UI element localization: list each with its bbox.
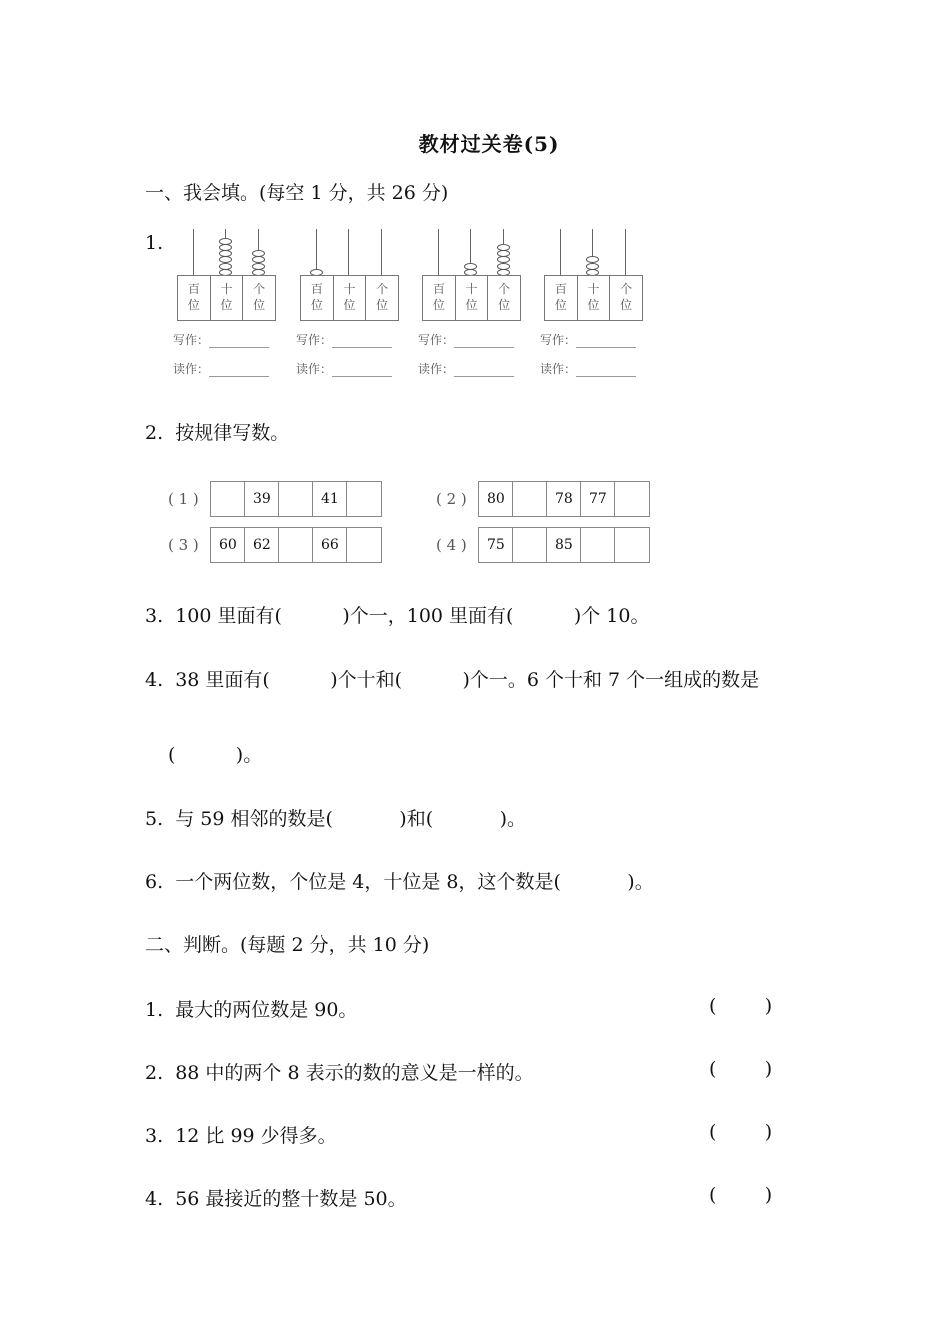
sequence-number-box xyxy=(547,528,581,562)
abacus-bead xyxy=(252,256,265,263)
q3-text: 3. 100 里面有( )个一，100 里面有( )个 10。 xyxy=(145,605,650,627)
sequence-row xyxy=(436,527,650,563)
place-value-char: 个 xyxy=(498,282,511,296)
answer-underline[interactable] xyxy=(332,364,392,377)
place-value-char: 位 xyxy=(620,298,633,312)
abacus xyxy=(540,229,644,379)
judge-item-text: 2. 88 中的两个 8 表示的数的意义是一样的。 xyxy=(145,1062,534,1084)
write-label: 写作： xyxy=(540,333,577,347)
sequence-value: 62 xyxy=(253,537,271,553)
place-value-label xyxy=(423,276,456,320)
abacus-bead xyxy=(252,263,265,270)
sequence-boxes xyxy=(210,481,382,517)
read-label-row xyxy=(173,360,275,377)
place-value-label xyxy=(301,276,334,320)
sequence-value: 78 xyxy=(555,491,573,507)
place-value-char: 位 xyxy=(587,298,600,312)
answer-underline[interactable] xyxy=(576,335,636,348)
write-label: 写作： xyxy=(418,333,455,347)
place-value-label xyxy=(456,276,489,320)
place-value-char: 十 xyxy=(465,282,478,296)
sequence-row xyxy=(168,527,382,563)
read-label-row xyxy=(418,360,520,377)
place-value-char: 位 xyxy=(220,298,233,312)
sequence-number-box xyxy=(245,528,279,562)
place-value-char: 位 xyxy=(554,298,567,312)
q1-number: 1. xyxy=(145,232,164,254)
place-value-char: 位 xyxy=(253,298,266,312)
sequence-boxes xyxy=(210,527,382,563)
place-value-label xyxy=(545,276,578,320)
write-label-row xyxy=(540,331,642,348)
place-value-char: 位 xyxy=(465,298,478,312)
section1-heading: 一、我会填。(每空 1 分，共 26 分) xyxy=(145,182,449,204)
place-value-char: 位 xyxy=(310,298,323,312)
sequence-row xyxy=(436,481,650,517)
abacus-rod xyxy=(438,229,439,275)
place-value-label xyxy=(178,276,211,320)
answer-underline[interactable] xyxy=(209,335,269,348)
abacus-bead xyxy=(497,256,510,263)
place-value-label xyxy=(243,276,275,320)
place-value-char: 位 xyxy=(432,298,445,312)
sequence-label: ( 4 ) xyxy=(436,536,467,554)
place-value-label xyxy=(488,276,520,320)
place-value-label xyxy=(366,276,398,320)
abacus-bead xyxy=(219,263,232,270)
read-label: 读作： xyxy=(296,362,333,376)
abacus-bead xyxy=(219,244,232,251)
sequence-value: 75 xyxy=(487,537,505,553)
q4-text-line2: ( )。 xyxy=(168,744,263,766)
write-label-row xyxy=(296,331,398,348)
q2-text: 2. 按规律写数。 xyxy=(145,422,290,444)
judge-item-text: 4. 56 最接近的整十数是 50。 xyxy=(145,1188,407,1210)
sequence-boxes xyxy=(478,481,650,517)
sequence-number-box xyxy=(313,528,347,562)
abacus-bead xyxy=(497,244,510,251)
sequence-value: 80 xyxy=(487,491,505,507)
place-value-label xyxy=(211,276,244,320)
q5-text: 5. 与 59 相邻的数是( )和( )。 xyxy=(145,808,526,830)
section2-heading: 二、判断。(每题 2 分，共 10 分) xyxy=(145,934,430,956)
place-value-char: 百 xyxy=(187,282,200,296)
abacus xyxy=(296,229,400,379)
read-label: 读作： xyxy=(418,362,455,376)
place-value-char: 位 xyxy=(376,298,389,312)
judge-answer-blank[interactable]: ( ) xyxy=(709,1184,773,1206)
place-value-frame xyxy=(422,275,521,321)
answer-underline[interactable] xyxy=(209,364,269,377)
place-value-char: 百 xyxy=(432,282,445,296)
sequence-blank-box[interactable] xyxy=(347,482,381,516)
place-value-label xyxy=(610,276,642,320)
sequence-blank-box[interactable] xyxy=(211,482,245,516)
answer-underline[interactable] xyxy=(454,335,514,348)
answer-underline[interactable] xyxy=(454,364,514,377)
sequence-number-box xyxy=(547,482,581,516)
sequence-value: 41 xyxy=(321,491,339,507)
sequence-value: 60 xyxy=(219,537,237,553)
abacus-rod xyxy=(348,229,349,275)
sequence-number-box xyxy=(313,482,347,516)
abacus xyxy=(173,229,277,379)
place-value-char: 个 xyxy=(376,282,389,296)
abacus-rod xyxy=(193,229,194,275)
abacus-rod xyxy=(625,229,626,275)
place-value-char: 十 xyxy=(220,282,233,296)
judge-answer-blank[interactable]: ( ) xyxy=(709,1121,773,1143)
place-value-frame xyxy=(544,275,643,321)
abacus-bead xyxy=(586,256,599,263)
sequence-blank-box[interactable] xyxy=(279,482,313,516)
sequence-number-box xyxy=(245,482,279,516)
sequence-label: ( 3 ) xyxy=(168,536,199,554)
abacus-rod xyxy=(560,229,561,275)
place-value-frame xyxy=(177,275,276,321)
sequence-boxes xyxy=(478,527,650,563)
answer-underline[interactable] xyxy=(332,335,392,348)
judge-answer-blank[interactable]: ( ) xyxy=(709,1058,773,1080)
sequence-blank-box[interactable] xyxy=(347,528,381,562)
place-value-label xyxy=(334,276,367,320)
sequence-blank-box[interactable] xyxy=(581,528,615,562)
read-label-row xyxy=(296,360,398,377)
write-label: 写作： xyxy=(296,333,333,347)
abacus-bead xyxy=(464,263,477,270)
abacus xyxy=(418,229,522,379)
sequence-value: 85 xyxy=(555,537,573,553)
sequence-blank-box[interactable] xyxy=(513,482,547,516)
read-label: 读作： xyxy=(173,362,210,376)
sequence-label: ( 1 ) xyxy=(168,490,199,508)
read-label-row xyxy=(540,360,642,377)
judge-answer-blank[interactable]: ( ) xyxy=(709,995,773,1017)
place-value-char: 位 xyxy=(498,298,511,312)
sequence-row xyxy=(168,481,382,517)
write-label-row xyxy=(418,331,520,348)
abacus-bead xyxy=(586,263,599,270)
sequence-number-box xyxy=(479,528,513,562)
place-value-char: 十 xyxy=(343,282,356,296)
sequence-value: 66 xyxy=(321,537,339,553)
sequence-label: ( 2 ) xyxy=(436,490,467,508)
q4-text-line1: 4. 38 里面有( )个十和( )个一。6 个十和 7 个一组成的数是 xyxy=(145,669,760,691)
abacus-rod xyxy=(381,229,382,275)
abacus-bead xyxy=(219,256,232,263)
judge-item-text: 3. 12 比 99 少得多。 xyxy=(145,1125,337,1147)
place-value-char: 个 xyxy=(253,282,266,296)
q6-text: 6. 一个两位数，个位是 4，十位是 8，这个数是( )。 xyxy=(145,871,654,893)
sequence-blank-box[interactable] xyxy=(513,528,547,562)
place-value-frame xyxy=(300,275,399,321)
place-value-char: 个 xyxy=(620,282,633,296)
abacus-bead xyxy=(219,238,232,245)
write-label: 写作： xyxy=(173,333,210,347)
read-label: 读作： xyxy=(540,362,577,376)
place-value-char: 百 xyxy=(310,282,323,296)
sequence-number-box xyxy=(211,528,245,562)
write-label-row xyxy=(173,331,275,348)
place-value-char: 十 xyxy=(587,282,600,296)
answer-underline[interactable] xyxy=(576,364,636,377)
place-value-label xyxy=(578,276,611,320)
abacus-bead xyxy=(497,263,510,270)
place-value-char: 百 xyxy=(554,282,567,296)
sequence-blank-box[interactable] xyxy=(279,528,313,562)
sequence-number-box xyxy=(479,482,513,516)
sequence-blank-box[interactable] xyxy=(615,482,649,516)
sequence-blank-box[interactable] xyxy=(615,528,649,562)
sequence-number-box xyxy=(581,482,615,516)
place-value-char: 位 xyxy=(343,298,356,312)
place-value-char: 位 xyxy=(187,298,200,312)
sequence-value: 39 xyxy=(253,491,271,507)
sequence-value: 77 xyxy=(589,491,607,507)
judge-item-text: 1. 最大的两位数是 90。 xyxy=(145,999,358,1021)
page-title: 教材过关卷(5) xyxy=(418,132,560,156)
